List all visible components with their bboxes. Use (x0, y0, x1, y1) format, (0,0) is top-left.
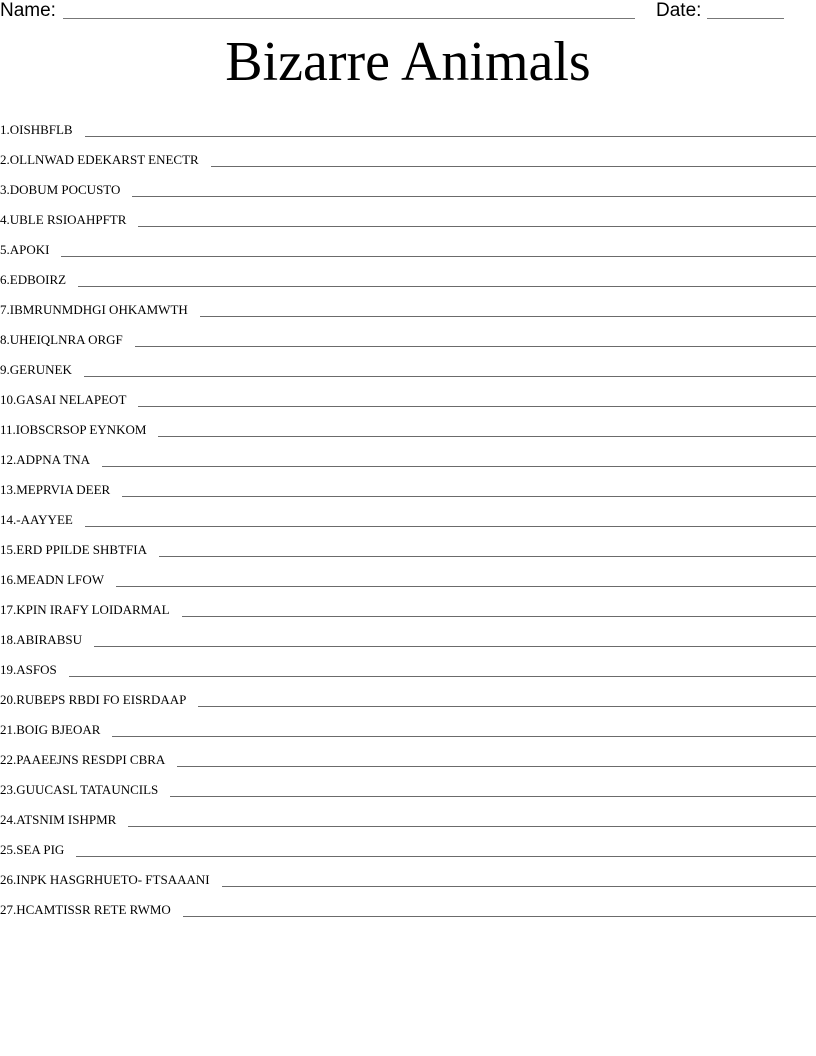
item-number: 17. (0, 602, 17, 617)
scrambled-word: ABIRABSU (16, 632, 82, 647)
item-number: 2. (0, 152, 10, 167)
answer-line[interactable] (69, 676, 816, 677)
scrambled-word: INPK HASGRHUETO- FTSAAANI (16, 872, 210, 887)
scrambled-word: PAAEEJNS RESDPI CBRA (16, 752, 166, 767)
scrambled-word: GERUNEK (9, 362, 72, 377)
answer-line[interactable] (222, 886, 816, 887)
scrambled-word: UBLE RSIOAHPFTR (9, 212, 127, 227)
item-number: 5. (0, 242, 10, 257)
answer-line[interactable] (132, 196, 816, 197)
list-item (0, 140, 816, 170)
item-number: 24. (0, 812, 17, 827)
list-item (0, 770, 816, 800)
item-number: 4. (0, 212, 10, 227)
answer-line[interactable] (135, 346, 816, 347)
scrambled-word: OLLNWAD EDEKARST ENECTR (9, 152, 199, 167)
scrambled-word: ASFOS (16, 662, 57, 677)
worksheet-header (0, 0, 816, 26)
item-number: 10. (0, 392, 17, 407)
item-number: 20. (0, 692, 17, 707)
list-item (0, 440, 816, 470)
list-item (0, 380, 816, 410)
item-number: 26. (0, 872, 17, 887)
scrambled-word: HCAMTISSR RETE RWMO (16, 902, 171, 917)
answer-line[interactable] (122, 496, 816, 497)
answer-line[interactable] (200, 316, 816, 317)
list-item (0, 110, 816, 140)
list-item (0, 890, 816, 920)
list-item (0, 830, 816, 860)
list-item (0, 260, 816, 290)
list-item (0, 350, 816, 380)
item-number: 19. (0, 662, 17, 677)
scrambled-word: ADPNA TNA (16, 452, 91, 467)
list-item (0, 620, 816, 650)
answer-line[interactable] (138, 226, 816, 227)
list-item (0, 410, 816, 440)
item-number: 14. (0, 512, 17, 527)
list-item (0, 500, 816, 530)
date-label: Date: (656, 0, 702, 21)
scrambled-word: ATSNIM ISHPMR (16, 812, 117, 827)
answer-line[interactable] (61, 256, 816, 257)
list-item (0, 320, 816, 350)
answer-line[interactable] (85, 136, 816, 137)
item-number: 11. (0, 422, 16, 437)
list-item (0, 170, 816, 200)
list-item (0, 560, 816, 590)
scrambled-word: BOIG BJEOAR (16, 722, 101, 737)
list-item (0, 860, 816, 890)
list-item (0, 230, 816, 260)
scrambled-word: UHEIQLNRA ORGF (9, 332, 123, 347)
answer-line[interactable] (76, 856, 816, 857)
item-number: 15. (0, 542, 17, 557)
item-number: 3. (0, 182, 10, 197)
item-number: 16. (0, 572, 17, 587)
answer-line[interactable] (84, 376, 816, 377)
scrambled-word: DOBUM POCUSTO (9, 182, 121, 197)
item-number: 18. (0, 632, 17, 647)
scrambled-word: OISHBFLB (9, 122, 73, 137)
scrambled-word: MEPRVIA DEER (16, 482, 111, 497)
list-item (0, 470, 816, 500)
item-number: 7. (0, 302, 10, 317)
item-number: 13. (0, 482, 17, 497)
answer-line[interactable] (128, 826, 816, 827)
item-number: 27. (0, 902, 17, 917)
page-title: Bizarre Animals (225, 31, 591, 93)
answer-line[interactable] (85, 526, 816, 527)
item-number: 1. (0, 122, 10, 137)
answer-line[interactable] (159, 556, 816, 557)
scrambled-word: GUUCASL TATAUNCILS (16, 782, 159, 797)
answer-line[interactable] (102, 466, 816, 467)
list-item (0, 290, 816, 320)
answer-line[interactable] (211, 166, 816, 167)
scrambled-word: KPIN IRAFY LOIDARMAL (16, 602, 170, 617)
answer-line[interactable] (116, 586, 816, 587)
scrambled-word: IBMRUNMDHGI OHKAMWTH (9, 302, 188, 317)
scrambled-word: MEADN LFOW (16, 572, 104, 587)
name-label: Name: (0, 0, 56, 21)
answer-line[interactable] (112, 736, 816, 737)
word-scramble-list (0, 110, 816, 920)
scrambled-word: EDBOIRZ (9, 272, 67, 287)
scrambled-word: -AAYYEE (16, 512, 73, 527)
item-number: 6. (0, 272, 10, 287)
list-item (0, 650, 816, 680)
scrambled-word: SEA PIG (16, 842, 65, 857)
list-item (0, 200, 816, 230)
list-item (0, 530, 816, 560)
answer-line[interactable] (158, 436, 816, 437)
scrambled-word: IOBSCRSOP EYNKOM (15, 422, 147, 437)
item-number: 8. (0, 332, 10, 347)
answer-line[interactable] (182, 616, 816, 617)
answer-line[interactable] (78, 286, 816, 287)
item-number: 23. (0, 782, 17, 797)
item-number: 9. (0, 362, 10, 377)
list-item (0, 800, 816, 830)
list-item (0, 590, 816, 620)
answer-line[interactable] (170, 796, 816, 797)
item-number: 21. (0, 722, 17, 737)
item-number: 25. (0, 842, 17, 857)
answer-line[interactable] (198, 706, 816, 707)
item-number: 12. (0, 452, 17, 467)
date-field-line[interactable] (707, 18, 784, 19)
scrambled-word: APOKI (9, 242, 50, 257)
answer-line[interactable] (177, 766, 816, 767)
list-item (0, 710, 816, 740)
answer-line[interactable] (94, 646, 816, 647)
scrambled-word: ERD PPILDE SHBTFIA (16, 542, 147, 557)
name-field-line[interactable] (63, 18, 635, 19)
item-number: 22. (0, 752, 17, 767)
answer-line[interactable] (183, 916, 816, 917)
answer-line[interactable] (138, 406, 816, 407)
scrambled-word: RUBEPS RBDI FO EISRDAAP (16, 692, 187, 707)
list-item (0, 680, 816, 710)
list-item (0, 740, 816, 770)
scrambled-word: GASAI NELAPEOT (16, 392, 127, 407)
